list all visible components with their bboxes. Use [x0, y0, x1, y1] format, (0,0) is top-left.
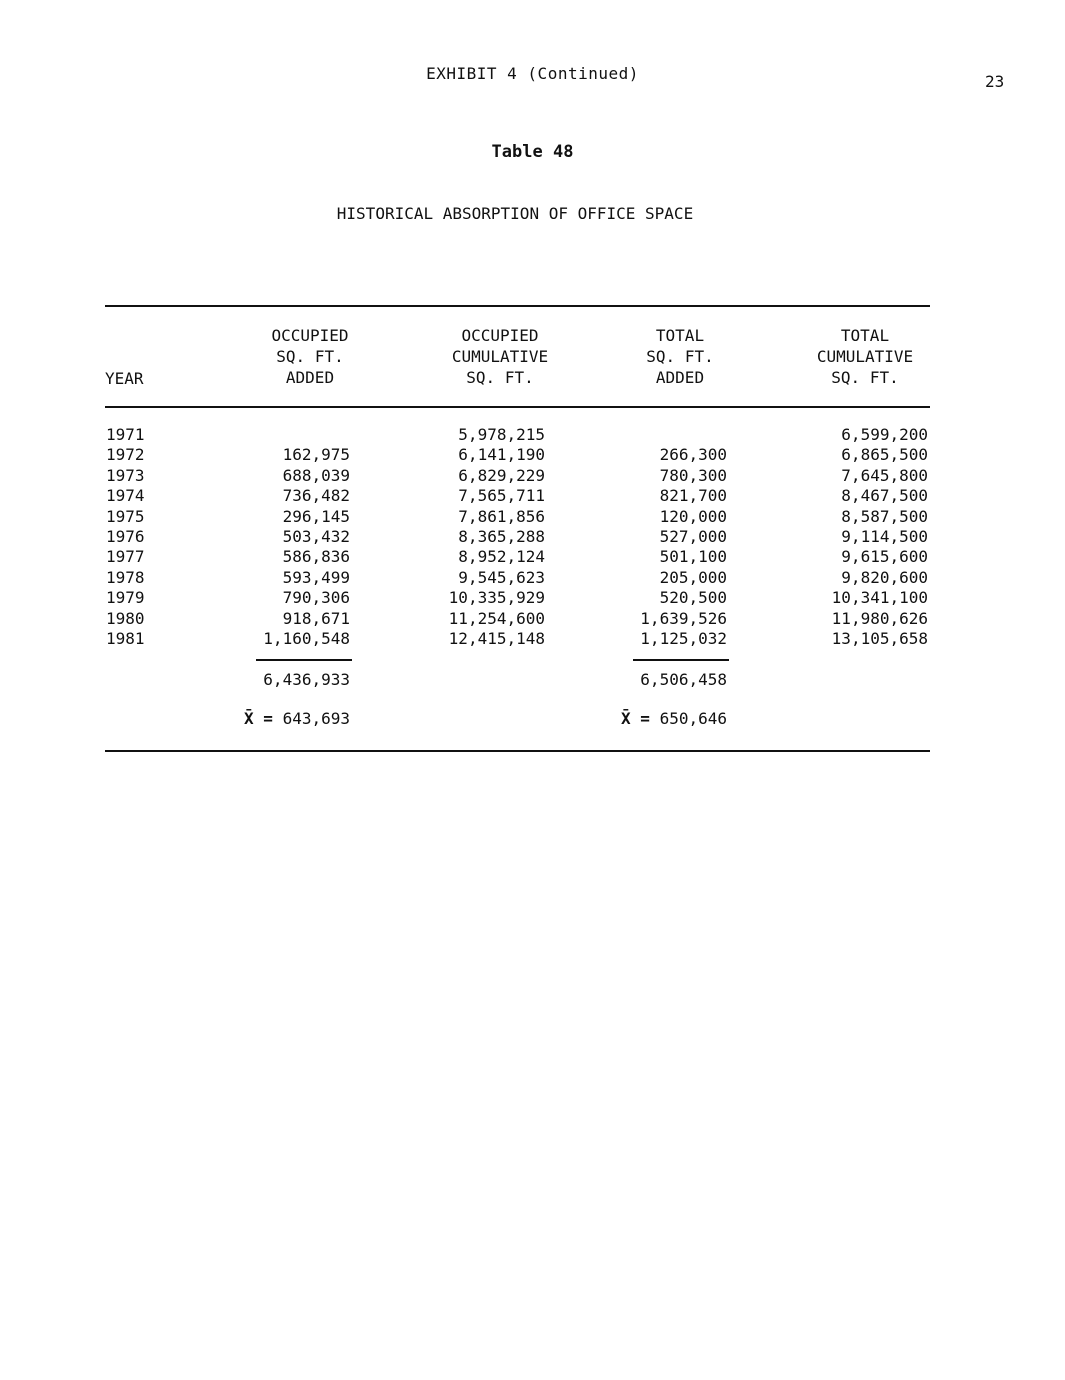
year-cell: 1978	[106, 567, 145, 587]
total-added-cell: 520,500	[659, 588, 727, 608]
header-line: ADDED	[285, 368, 335, 387]
total-cumulative-cell: 8,467,500	[841, 486, 928, 506]
total-cumulative-cell: 6,599,200	[841, 425, 928, 444]
year-cell: 1979	[106, 588, 145, 608]
page-number: 23	[985, 72, 1005, 91]
occupied-cumulative-cell: 6,829,229	[458, 465, 545, 485]
occupied-added-cell: 503,432	[282, 526, 350, 546]
occupied-sum-rule	[256, 659, 352, 661]
occupied-added-cell: 162,975	[282, 445, 350, 465]
mean-symbol: X̄ =	[621, 709, 650, 728]
header-line: CUMULATIVE	[816, 347, 914, 366]
total-added-cell: 527,000	[659, 526, 727, 546]
total-cumulative-cell: 11,980,626	[831, 608, 928, 628]
table-title: HISTORICAL ABSORPTION OF OFFICE SPACE	[336, 204, 694, 223]
table-bottom-rule	[105, 750, 930, 752]
header-line: CUMULATIVE	[451, 347, 549, 366]
table-header-rule	[105, 406, 930, 408]
table-row	[0, 507, 1065, 527]
table-row	[0, 629, 1065, 649]
occupied-added-cell: 593,499	[282, 567, 350, 587]
header-occupied-added	[240, 325, 380, 388]
header-total-added	[610, 325, 750, 388]
table-row	[0, 445, 1065, 465]
occupied-cumulative-cell: 8,365,288	[458, 526, 545, 546]
mean-symbol: X̄ =	[244, 709, 273, 728]
year-cell: 1977	[106, 547, 145, 567]
table-row	[0, 425, 1065, 445]
occupied-cumulative-cell: 8,952,124	[458, 547, 545, 567]
year-cell: 1975	[106, 506, 145, 526]
total-added-cell: 780,300	[659, 465, 727, 485]
total-cumulative-cell: 9,820,600	[841, 567, 928, 587]
occupied-cumulative-cell: 7,565,711	[458, 486, 545, 506]
table-top-rule	[105, 305, 930, 307]
total-added-cell: 1,639,526	[640, 608, 727, 628]
total-cumulative-cell: 10,341,100	[831, 588, 928, 608]
total-cumulative-cell: 6,865,500	[841, 445, 928, 465]
occupied-added-cell: 790,306	[282, 588, 350, 608]
table-label: Table 48	[491, 142, 574, 162]
year-cell: 1980	[106, 608, 145, 628]
header-line: TOTAL	[840, 326, 890, 345]
total-cumulative-cell: 13,105,658	[831, 628, 928, 648]
occupied-cumulative-cell: 11,254,600	[448, 608, 545, 628]
header-year	[105, 368, 144, 389]
table-row	[0, 466, 1065, 486]
table-row	[0, 486, 1065, 506]
table-row	[0, 588, 1065, 608]
occupied-added-cell: 918,671	[282, 608, 350, 628]
occupied-added-cell: 736,482	[282, 486, 350, 506]
occupied-added-cell: 1,160,548	[263, 628, 350, 648]
occupied-cumulative-cell: 6,141,190	[458, 445, 545, 465]
header-line: TOTAL	[655, 326, 705, 345]
total-added-cell: 266,300	[659, 445, 727, 465]
header-total-cumulative	[795, 325, 935, 388]
mean-value: 650,646	[659, 709, 727, 728]
year-cell: 1971	[106, 425, 145, 444]
total-added-cell: 1,125,032	[640, 628, 727, 648]
occupied-cumulative-cell: 7,861,856	[458, 506, 545, 526]
occupied-cumulative-cell: 9,545,623	[458, 567, 545, 587]
occupied-cumulative-cell: 5,978,215	[458, 425, 545, 444]
mean-value: 643,693	[282, 709, 350, 728]
total-added-mean	[621, 709, 727, 728]
total-added-cell: 501,100	[659, 547, 727, 567]
occupied-cumulative-cell: 12,415,148	[448, 628, 545, 648]
table-row	[0, 568, 1065, 588]
year-cell: 1972	[106, 445, 145, 465]
occupied-added-cell: 688,039	[282, 465, 350, 485]
total-cumulative-cell: 9,615,600	[841, 547, 928, 567]
total-added-cell: 120,000	[659, 506, 727, 526]
occupied-added-cell: 296,145	[282, 506, 350, 526]
table-row	[0, 547, 1065, 567]
occupied-added-mean	[244, 709, 350, 728]
header-line: SQ. FT.	[831, 368, 899, 387]
header-line: OCCUPIED	[271, 326, 349, 345]
header-line: SQ. FT.	[646, 347, 714, 366]
table-body	[0, 425, 1065, 649]
occupied-added-cell: 586,836	[282, 547, 350, 567]
header-line: ADDED	[655, 368, 705, 387]
occupied-added-sum: 6,436,933	[263, 670, 350, 689]
header-year-label: YEAR	[105, 369, 144, 388]
year-cell: 1981	[106, 628, 145, 648]
year-cell: 1973	[106, 465, 145, 485]
header-line: OCCUPIED	[461, 326, 539, 345]
header-line: SQ. FT.	[276, 347, 344, 366]
table-row	[0, 527, 1065, 547]
header-occupied-cumulative	[430, 325, 570, 388]
total-added-cell: 821,700	[659, 486, 727, 506]
year-cell: 1974	[106, 486, 145, 506]
total-sum-rule	[633, 659, 729, 661]
total-added-cell: 205,000	[659, 567, 727, 587]
total-cumulative-cell: 7,645,800	[841, 465, 928, 485]
total-cumulative-cell: 8,587,500	[841, 506, 928, 526]
table-row	[0, 609, 1065, 629]
header-line: SQ. FT.	[466, 368, 534, 387]
exhibit-heading: EXHIBIT 4 (Continued)	[426, 64, 639, 83]
total-added-sum: 6,506,458	[640, 670, 727, 689]
occupied-cumulative-cell: 10,335,929	[448, 588, 545, 608]
total-cumulative-cell: 9,114,500	[841, 526, 928, 546]
year-cell: 1976	[106, 526, 145, 546]
